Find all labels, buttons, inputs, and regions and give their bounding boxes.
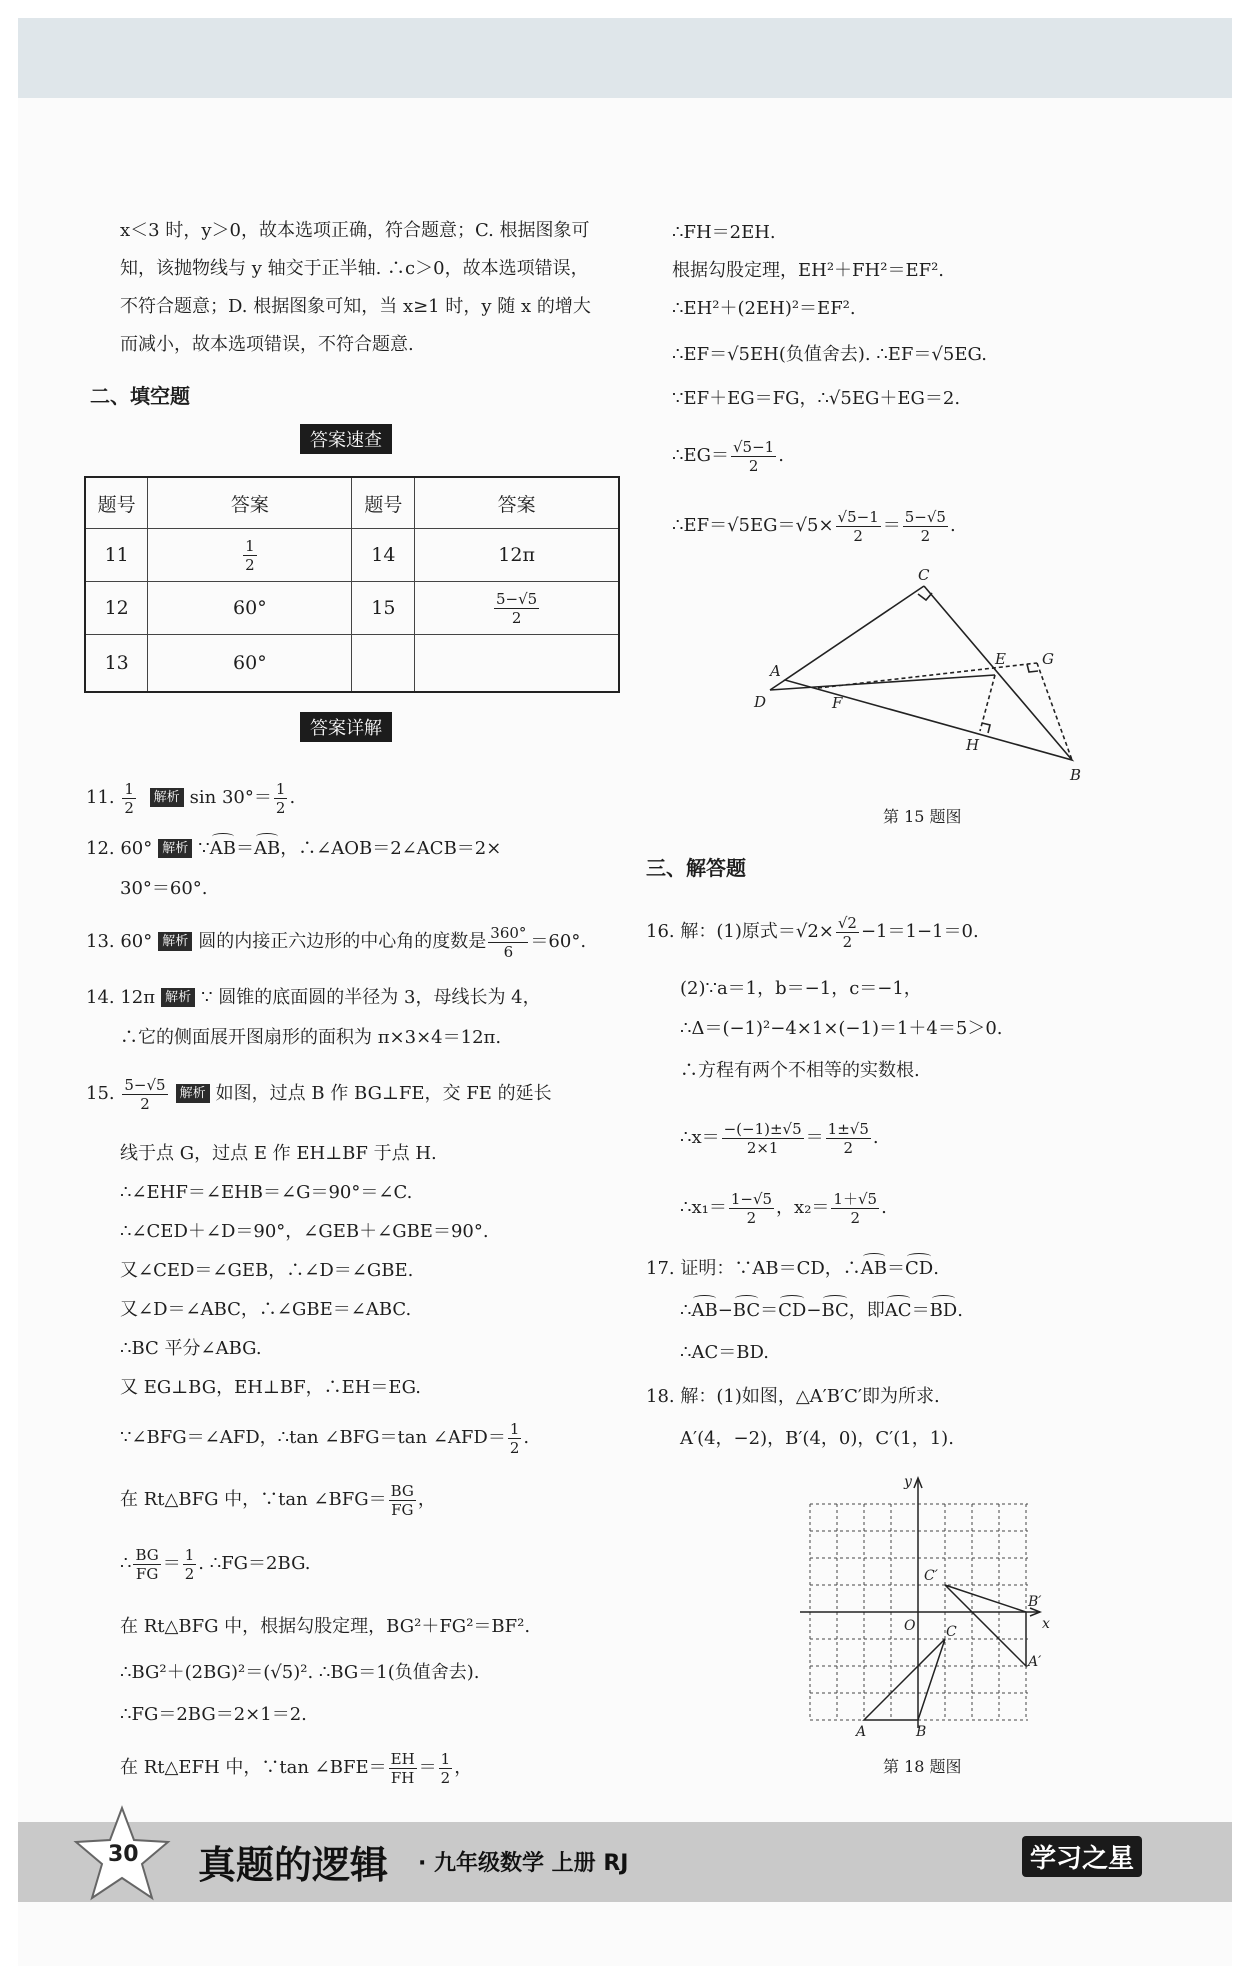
fig15-caption: 第 15 题图 — [883, 807, 962, 826]
footer-title: 真题的逻辑 — [198, 1843, 389, 1887]
fig18-caption: 第 18 题图 — [883, 1757, 962, 1776]
triangle-a-prime — [945, 1585, 1026, 1666]
top-band — [18, 18, 1232, 98]
q12-line-2: 30°＝60°. — [120, 878, 208, 899]
label-e: E — [995, 650, 1006, 668]
table-row — [85, 635, 619, 693]
answer-table — [84, 476, 620, 693]
header-cell: 答案 — [148, 477, 352, 529]
q17-line-3: ∴AC＝BD. — [680, 1342, 769, 1363]
table-cell: 12 — [85, 582, 148, 635]
label-x: x — [1042, 1616, 1050, 1632]
label-o: O — [904, 1618, 916, 1634]
table-cell — [415, 582, 619, 635]
q16-line-2: (2)∵a＝1，b＝−1，c＝−1， — [680, 978, 922, 999]
q15-r2: 根据勾股定理，EH²＋FH²＝EF². — [672, 260, 945, 281]
mc-line-4: 而减小，故本选项错误，不符合题意. — [120, 334, 414, 355]
figure-18 — [800, 1470, 1070, 1740]
q11: 11. $\frac{1}{2}$ 解析 sin 30°＝ $\frac{1}{2}$ . — [86, 779, 296, 817]
arc-symbol: AB — [861, 1256, 887, 1282]
q15-line: 又∠D＝∠ABC，∴∠GBE＝∠ABC. — [120, 1299, 412, 1320]
q15-r7: ∴EF＝√5EG＝√5× $\frac{√5-1}{2}$ ＝ $\frac{5-√5}{2}$ . — [672, 507, 956, 545]
q15-line: 在 Rt△BFG 中，根据勾股定理，BG²＋FG²＝BF². — [120, 1616, 531, 1637]
q15-r5: ∵EF＋EG＝FG，∴√5EG＋EG＝2. — [672, 388, 961, 409]
label-b: B — [1070, 766, 1082, 784]
table-cell: 12π — [415, 529, 619, 582]
header-cell: 题号 — [85, 477, 148, 529]
q17-line-1: 17. 证明：∵AB＝CD，∴AB＝CD. — [646, 1256, 939, 1282]
q15-line: 线于点 G，过点 E 作 EH⊥BF 于点 H. — [120, 1143, 437, 1164]
q15-line: 又∠CED＝∠GEB，∴∠D＝∠GBE. — [120, 1260, 414, 1281]
table-row — [85, 582, 619, 635]
q16-line-5: ∴x＝ $\frac{-(-1)\pm√5}{2\times 1}$ ＝ $\frac{1\pm√5}{2}$ . — [680, 1119, 879, 1157]
label-c-prime: C′ — [924, 1568, 938, 1584]
figure-15 — [740, 560, 1100, 800]
q17-line-2: ∴AB−BC＝CD−BC，即AC＝BD. — [680, 1298, 963, 1324]
label-g: G — [1042, 650, 1054, 668]
header-cell: 题号 — [352, 477, 415, 529]
q15-line: ∴∠EHF＝∠EHB＝∠G＝90°＝∠C. — [120, 1182, 413, 1203]
mc-line-1: x＜3 时，y＞0，故本选项正确，符合题意；C. 根据图象可 — [120, 220, 590, 241]
q15-r4: ∴EF＝√5EH(负值舍去). ∴EF＝√5EG. — [672, 344, 987, 365]
q18-line-2: A′(4，−2)，B′(4，0)，C′(1，1). — [680, 1428, 954, 1449]
label-d: D — [754, 693, 767, 711]
table-row — [85, 529, 619, 582]
right-angle-g — [1027, 664, 1038, 672]
table-cell: 60° — [148, 582, 352, 635]
section-fill-blank: 二、填空题 — [90, 384, 190, 408]
table-cell: 14 — [352, 529, 415, 582]
arc-symbol: AB — [210, 836, 236, 862]
label-y: y — [904, 1474, 912, 1490]
fraction: $\frac{1}{2}$ — [245, 536, 255, 574]
table-cell: 60° — [148, 635, 352, 693]
mc-line-2: 知，该抛物线与 y 轴交于正半轴. ∴c＞0，故本选项错误， — [120, 258, 589, 279]
brand-logo: 学习之星 — [1022, 1836, 1142, 1877]
q18-line-1: 18. 解：(1)如图，△A′B′C′即为所求. — [646, 1386, 940, 1407]
q16-line-1: 16. 解：(1)原式＝√2× $\frac{√2}{2}$ −1＝1−1＝0. — [646, 913, 979, 951]
analysis-tag: 解析 — [150, 788, 184, 807]
q15-r1: ∴FH＝2EH. — [672, 222, 776, 243]
q15-efh-line: 在 Rt△EFH 中，∵tan ∠BFE＝ $\frac{EH}{FH}$ ＝ $\frac{1}{2}$ ， — [120, 1749, 473, 1787]
page-number: 30 — [108, 1842, 139, 1867]
q15-line-1: 15. $\frac{5-√5}{2}$ 解析 如图，过点 B 作 BG⊥FE，交 FE 的延长 — [86, 1075, 552, 1113]
table-cell: 13 — [85, 635, 148, 693]
label-a: A — [770, 662, 781, 680]
q15-ratio-line: ∴ $\frac{BG}{FG}$ ＝ $\frac{1}{2}$ . ∴FG＝2BG. — [120, 1545, 311, 1583]
q16-line-4: ∴方程有两个不相等的实数根. — [680, 1060, 920, 1081]
label-a-prime: A′ — [1028, 1654, 1042, 1670]
detail-answer-label: 答案详解 — [300, 712, 392, 742]
analysis-tag: 解析 — [161, 988, 195, 1007]
q15-line: ∴BC 平分∠ABG. — [120, 1338, 262, 1359]
line-de — [770, 675, 995, 690]
arc-symbol: AB — [254, 836, 280, 862]
q13: 13. 60° 解析 圆的内接正六边形的中心角的度数是 $\frac{360^\circ}{6}$ ＝60°. — [86, 923, 587, 961]
q12-line-1: 12. 60° 解析 ∵AB＝AB，∴∠AOB＝2∠ACB＝2× — [86, 836, 501, 862]
fraction: $\frac{5-√5}{2}$ — [496, 589, 538, 627]
arc-symbol: CD — [905, 1256, 933, 1282]
q15-r3: ∴EH²＋(2EH)²＝EF². — [672, 298, 856, 319]
label-a: A — [856, 1724, 867, 1740]
table-header-row — [85, 477, 619, 529]
label-f: F — [832, 694, 843, 712]
q15-r6: ∴EG＝ $\frac{√5-1}{2}$ . — [672, 437, 784, 475]
q14-line-1: 14. 12π 解析 ∵ 圆锥的底面圆的半径为 3，母线长为 4， — [86, 987, 541, 1008]
table-cell — [415, 635, 619, 693]
table-cell: 11 — [85, 529, 148, 582]
right-angle-h — [982, 723, 990, 733]
q16-line-3: ∴Δ＝(−1)²−4×1×(−1)＝1＋4＝5＞0. — [680, 1018, 1003, 1039]
q16-line-6: ∴x₁＝ $\frac{1-√5}{2}$ ，x₂＝ $\frac{1+√5}{2}$ . — [680, 1189, 887, 1227]
section-solutions: 三、解答题 — [646, 856, 746, 880]
mc-line-3: 不符合题意；D. 根据图象可知，当 x≥1 时，y 随 x 的增大 — [120, 296, 591, 317]
analysis-tag: 解析 — [158, 839, 192, 858]
label-b: B — [916, 1724, 927, 1740]
analysis-tag: 解析 — [158, 932, 192, 951]
table-cell — [148, 529, 352, 582]
table-cell: 15 — [352, 582, 415, 635]
q15-line: 又 EG⊥BG，EH⊥BF，∴EH＝EG. — [120, 1377, 422, 1398]
header-cell: 答案 — [415, 477, 619, 529]
line-gb — [1037, 663, 1072, 760]
q15-line: ∴BG²＋(2BG)²＝(√5)². ∴BG＝1(负值舍去). — [120, 1662, 480, 1683]
footer-subtitle: · 九年级数学 上册 RJ — [418, 1851, 629, 1876]
q15-line: ∴∠CED＋∠D＝90°，∠GEB＋∠GBE＝90°. — [120, 1221, 489, 1242]
table-cell — [352, 635, 415, 693]
q15-rt-line: 在 Rt△BFG 中，∵tan ∠BFG＝ $\frac{BG}{FG}$ ， — [120, 1481, 436, 1519]
label-h: H — [966, 736, 980, 754]
quick-answer-label: 答案速查 — [300, 424, 392, 454]
label-c: C — [918, 566, 930, 584]
q15-tan-line: ∵∠BFG＝∠AFD，∴tan ∠BFG＝tan ∠AFD＝ $\frac{1}{2}$ . — [120, 1419, 530, 1457]
label-b-prime: B′ — [1028, 1594, 1042, 1610]
q15-line: ∴FG＝2BG＝2×1＝2. — [120, 1704, 307, 1725]
analysis-tag: 解析 — [176, 1084, 210, 1103]
q14-line-2: ∴它的侧面展开图扇形的面积为 π×3×4＝12π. — [120, 1027, 502, 1048]
triangle-abc — [785, 586, 1072, 760]
triangle-abc — [864, 1639, 945, 1720]
label-c: C — [946, 1624, 957, 1640]
